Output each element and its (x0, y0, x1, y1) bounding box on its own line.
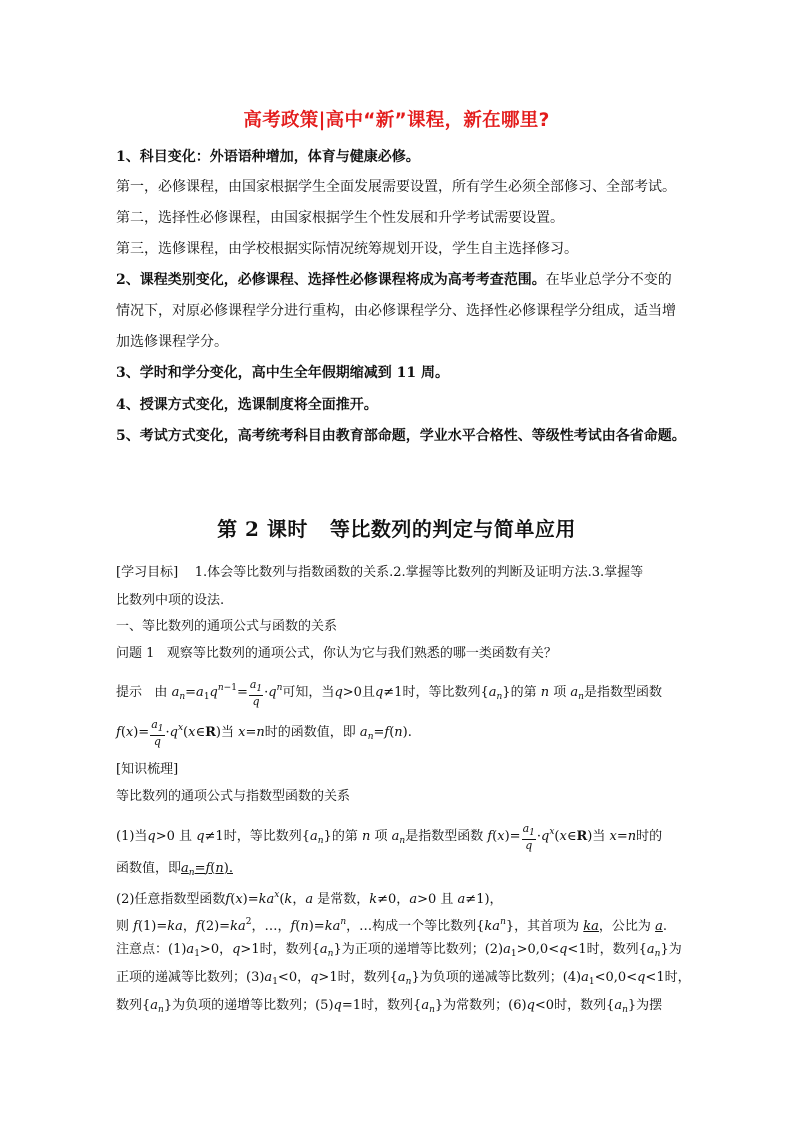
n2-text-a: 正项的递减等比数列；(3) (116, 970, 265, 985)
fraction-a1-over-q: $\frac{a_1}{q}$ (249, 677, 263, 708)
k1-text-a: (1)当 (116, 829, 148, 844)
k3-text-d: ，公比为 (598, 919, 651, 934)
k3-text-c: }，其首项为 (505, 919, 580, 934)
policy-item-2-line-3: 加选修课程学分。 (116, 334, 228, 350)
learning-goals (116, 563, 643, 583)
fraction-a1-over-q-3: $\frac{a_1}{q}$ (522, 821, 535, 852)
knowledge-label: [知识梳理] (116, 762, 179, 777)
k1-text-e: 项 (374, 829, 388, 844)
k1-text-c: 时，等比数列{ (223, 829, 310, 844)
n2-text-d: 时， (664, 970, 691, 985)
policy-title: 高考政策|高中“新”课程，新在哪里? (243, 110, 550, 131)
question-1-label: 问题 1 (116, 646, 155, 661)
k1-answer: $a_n=f(n)$. (181, 861, 233, 878)
k3-ratio-answer: a (655, 919, 663, 934)
knowledge-point-1-line-2 (116, 859, 233, 883)
policy-item-2 (116, 270, 672, 290)
policy-paragraph-elective: 第三，选修课程，由学校根据实际情况统筹规划开设，学生自主选择修习。 (116, 241, 578, 257)
hint-text-a: 由 (154, 685, 168, 700)
policy-item-4: 4、授课方式变化，选课制度将全面推开。 (116, 397, 378, 413)
policy-paragraph-selective-required: 第二，选择性必修课程，由国家根据学生个性发展和升学考试需要设置。 (116, 210, 564, 226)
k2-text-b: 是常数， (317, 892, 370, 907)
hint-label: 提示 (116, 685, 143, 700)
k1-text-d: }的第 (323, 829, 358, 844)
policy-item-5: 5、考试方式变化，高考统考科目由教育部命题，学业水平合格性、等级性考试由各省命题。 (116, 428, 686, 444)
question-1-text: 观察等比数列的通项公式，你认为它与我们熟悉的哪一类函数有关？ (166, 646, 557, 661)
policy-paragraph-required: 第一，必修课程，由国家根据学生全面发展需要设置，所有学生必须全部修习、全部考试。 (116, 179, 676, 195)
knowledge-point-1: (1)当q>0 且 q≠1时，等比数列$\{a_n\}$的第 n 项 $a_n$是指数型函数 f(x)= $\frac{a_1}{q}$ $\cdot q^x(x\in R)$当 x=n时的 (116, 821, 663, 852)
note-line-1: 注意点：$(1)a_1>0$，q>1时，数列$\{a_n\}$为正项的递增等比数列；$(2)a_1>0,0<q<1$时，数列$\{a_n\}$为 (116, 942, 682, 959)
k1-text-f: 是指数型函数 (405, 829, 484, 844)
policy-item-2-line-2: 情况下，对原必修课程学分进行重构，由必修课程学分、选择性必修课程学分组成，适当增 (116, 303, 676, 319)
n3-text-a: 数列{ (116, 998, 151, 1013)
hint-line-2: f(x)= $\frac{a_1}{q}$ $\cdot q^x(x\in R)$当 x=n时的函数值，即 $a_n=f(n)$. (116, 717, 412, 748)
policy-item-2-bold: 2、课程类别变化，必修课程、选择性必修课程将成为高考考查范围。 (116, 272, 546, 288)
n3-text-c: 时，数列{ (361, 998, 422, 1013)
note-line-2: 正项的递减等比数列；$(3)a_1<0$，q>1时，数列$\{a_n\}$为负项的递减等比数列；$(4)a_1<0,0<q<1$时， (116, 970, 691, 987)
k2-text-c: 且 (440, 892, 454, 907)
k2-text-a: (2)任意指数型函数 (116, 892, 226, 907)
hint-text-f: 项 (553, 685, 567, 700)
lesson-topic: 等比数列的判定与简单应用 (329, 517, 576, 541)
hint-text-b: 可知，当 (282, 685, 335, 700)
k1-line2-text: 函数值，即 (116, 861, 182, 876)
n1-text-b: 时，数列{ (259, 942, 320, 957)
k3-text-b: 构成一个等比数列{ (372, 919, 485, 934)
knowledge-point-2-line-2: 则 f(1)=ka，$f(2)=ka^2$，…，$f(n)=ka^n$，…构成一个等比数列$\{ka^n\}$，其首项为 ka，公比为 a. (116, 917, 667, 934)
n3-text-e: 时，数列{ (554, 998, 615, 1013)
hint-text-d: 时，等比数列{ (402, 685, 489, 700)
k3-first-term-answer: ka (583, 919, 599, 934)
hint-text-c: 且 (361, 685, 375, 700)
hint-text-e: }的第 (502, 685, 537, 700)
learning-goals-label: [学习目标] (116, 565, 179, 580)
k1-text-h: 时的 (636, 829, 663, 844)
lesson-title (0, 513, 793, 542)
lesson-number: 第 2 课时 (217, 517, 308, 541)
k1-text-g: 当 (592, 829, 606, 844)
n1-text-e: }为 (660, 942, 682, 957)
policy-item-2-rest: 在毕业总学分不变的 (545, 272, 672, 288)
n3-text-b: }为负项的递增等比数列；(5) (163, 998, 334, 1013)
n3-text-d: }为常数列；(6) (434, 998, 527, 1013)
question-1 (116, 644, 557, 664)
n2-text-b: 时，数列{ (337, 970, 398, 985)
n1-text-d: 时，数列{ (586, 942, 647, 957)
learning-goals-text: 1.体会等比数列与指数函数的关系.2.掌握等比数列的判断及证明方法.3.掌握等 (194, 565, 644, 580)
hint-text-g: 是指数型函数 (583, 685, 662, 700)
hint-line-1: 提示 由 $a_n=a_1q^{n-1}=$ $\frac{a_1}{q}$ $\cdot q^n$可知，当q>0且q≠1时，等比数列$\{a_n\}$的第 n 项 $a_n$是指数型函数 (116, 677, 662, 708)
n2-text-c: }为负项的递减等比数列；(4) (411, 970, 582, 985)
k3-text-a: 则 (116, 919, 130, 934)
knowledge-point-2: (2)任意指数型函数$f(x)=ka^x(k$，a 是常数，k≠0，a>0 且 a≠1)， (116, 890, 503, 907)
section-heading-1: 一、等比数列的通项公式与函数的关系 (116, 619, 338, 634)
k1-text-b: 且 (179, 829, 193, 844)
n3-text-f: }为摆 (627, 998, 663, 1013)
note-line-3: 数列$\{a_n\}$为负项的递增等比数列；(5)q=1时，数列$\{a_n\}$为常数列；(6)q<0时，数列$\{a_n\}$为摆 (116, 998, 663, 1015)
knowledge-title: 等比数列的通项公式与指数型函数的关系 (116, 789, 351, 804)
policy-item-3: 3、学时和学分变化，高中生全年假期缩减到 11 周。 (116, 365, 449, 381)
hint2-text-b: 时的函数值，即 (264, 725, 356, 740)
hint2-text-a: 当 (220, 725, 234, 740)
n1-text-c: }为正项的递增等比数列；(2) (333, 942, 504, 957)
n1-text-a: 注意点：(1) (116, 942, 187, 957)
learning-goals-line-2: 比数列中项的设法. (116, 593, 225, 608)
policy-item-1: 1、科目变化：外语语种增加，体育与健康必修。 (116, 149, 420, 165)
fraction-a1-over-q-2: $\frac{a_1}{q}$ (151, 717, 164, 748)
